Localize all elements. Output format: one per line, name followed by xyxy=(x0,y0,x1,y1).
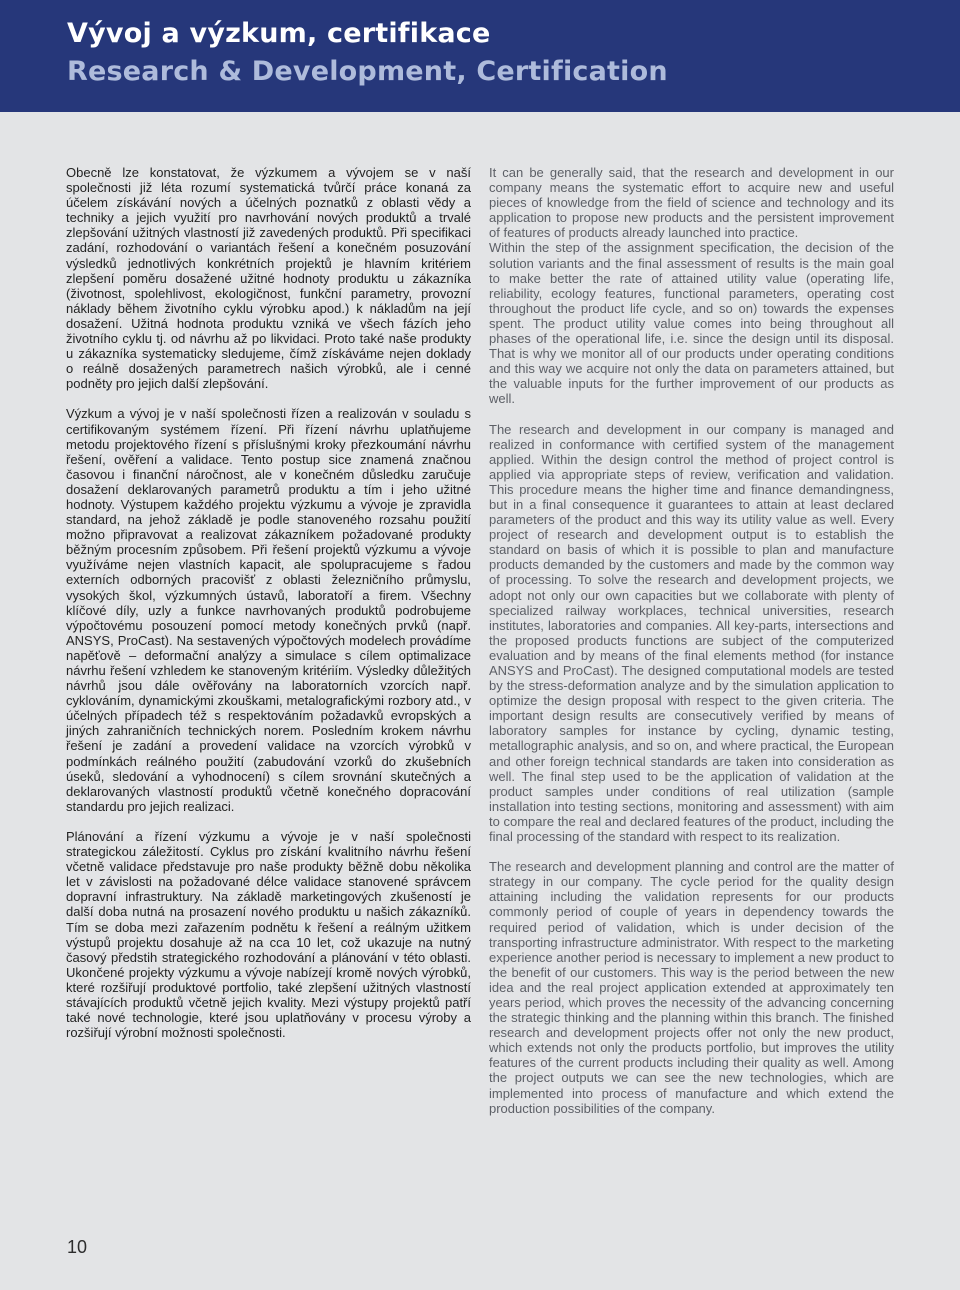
english-text-column xyxy=(489,165,894,1116)
czech-text-column xyxy=(66,165,471,1040)
czech-paragraph: Plánování a řízení výzkumu a vývoje je v naší společnosti strategickou záležitostí. Cyklus pro získání kvalitního návrhu řešení včetně validace představuje pro naše produkty běžně dobu několika let v závislosti na požadované délce validace stanovené správcem dopravní infrastruktury. Na základě marketingových zkušeností je další doba nutná na prosazení nového produktu u našich zákazníků. Tím se doba mezi zařazením podnětu k řešení a reálným užitkem výstupů projektu dosahuje až na cca 10 let, což ukazuje na nutný časový předstih strategického rozhodování a plánování v této oblasti. Ukončené projekty výzkumu a vývoje nabízejí kromě nových výrobků, které rozšiřují produktové portfolio, také zlepšení užitných vlastností stávajících produktů včetně jejich kvality. Mezi výstupy projektů patří také nové technologie, které jsou uplatňovány v procesu výroby a rozšiřují výrobní možnosti společnosti. xyxy=(66,828,471,1041)
page-number: 10 xyxy=(67,1237,88,1257)
page-header xyxy=(0,0,960,112)
english-paragraph: The research and development planning and control are the matter of strategy in our company. The cycle period for the quality design attaining including the validation represents for our products commonly period of couple of years in dependency towards the required period of validation, which is under decision of the transporting infrastructure administrator. With respect to the marketing experience another period is necessary to implement a new product to the benefit of our customers. This way is the period between the new idea and the real project application extended at approximately ten years period, which proves the necessity of the advancing concerning the strategic thinking and the planning within this branch. The finished research and development projects offer not only the new product, which extends not only the products portfolio, but improves the utility features of the current products including their quality as well. Among the project outputs we can see the new technologies, which are implemented into process of manufacture and which extend the production possibilities of the company. xyxy=(489,859,894,1116)
czech-paragraph: Výzkum a vývoj je v naší společnosti řízen a realizován v souladu s certifikovaným systémem řízení. Při řízení návrhu uplatňujeme metodu projektového řízení s příslušnými kroky přezkoumání návrhu řešení, ověření a validace. Tento postup sice znamená značnou časovou i finanční náročnost, ale v konečném důsledku zaručuje dosažení deklarovaných parametrů produktu a tím i jeho užitné hodnoty. Výstupem každého projektu výzkumu a vývoje je zpravidla standard, na jehož základě je podle stanoveného rozsahu použití možno připravovat a realizovat zákazníkem požadované produkty běžným procesním způsobem. Při řešení projektů výzkumu a vývoje využíváme nejen vlastních kapacit, ale spolupracujeme s řadou externích odborných pracovišť z oblasti železničního průmyslu, vysokých škol, výzkumných ústavů, laboratoří a firem. Všechny klíčové díly, uzly a funkce navrhovaných produktů podrobujeme výpočtovému posouzení pomocí metody konečných prvků (např. ANSYS, ProCast). Na sestavených výpočtových modelech provádíme napěťově – deformační analýzy a simulace s cílem optimalizace návrhu řešení vzhledem ke stanoveným kritériím. Výsledky důležitých návrhů jsou dále ověřovány na laboratorních vzorcích např. cyklováním, dynamickými zkouškami, metalografickými rozbory atd., v účelných případech též s respektováním požadavků evropských a jiných zahraničních technických norem. Posledním krokem návrhu řešení je zadání a provedení validace na vzorcích výrobků v podmínkách reálného použití (zabudování vzorků do zkušebních úseků, sledování a vyhodnocení) s cílem srovnání skutečných a deklarovaných vlastností produktů včetně konečného dopracování standardu pro jejich realizaci. xyxy=(66,406,471,814)
page-title-english: Research & Development, Certification xyxy=(67,56,668,87)
english-paragraph: The research and development in our company is managed and realized in conformance with certified system of the management applied. Within the design control the method of project control is applied via appropriate steps of review, verification and validation. This procedure means the higher time and finance demandingness, but in a final consequence it guarantees to attain at least declared parameters of the product and this way its utility value as well. Every project of research and development output is to establish the standard on basis of which it is possible to plan and manufacture products demanded by the customers and made by the common way of processing. To solve the research and development projects, we adopt not only our own capacities but we collaborate with plenty of specialized railway workplaces, technical universities, research institutes, laboratories and companies. All key-parts, intersections and the proposed products functions are subject of the computerized evaluation and by means of the final elements method (for instance ANSYS and ProCast). The designed computational models are tested by the stress-deformation analyze and by the simulation application to optimize the design proposal with respect to the given criteria. The important design results are consecutively verified by means of laboratory samples for instance by cycling, dynamic testing, metallographic analysis, and so on, and where practical, the European and other foreign technical standards are taken into consideration as well. The final step used to be the application of validation at the product samples under conditions of real utilization (sample installation into testing sections, monitoring and assessment) with aim to compare the real and declared features of the product, including the final processing of the standard with respect to its realization. xyxy=(489,421,894,845)
english-paragraph: Within the step of the assignment specification, the decision of the solution variants and the final assessment of results is the main goal to make better the rate of attained utility value (operating life, reliability, ecology features, functional parameters, operating cost throughout the product life cycle, and so on) towards the expenses spent. The product utility value comes into being throughout all phases of the operational life, i.e. since the design until its disposal. That is why we monitor all of our products under operating conditions and this way we acquire not only the data on parameters attained, but the valuable inputs for the further improvement of our products as well. xyxy=(489,240,894,407)
page-title-czech: Vývoj a výzkum, certifikace xyxy=(67,18,491,49)
czech-paragraph: Obecně lze konstatovat, že výzkumem a vývojem se v naší společnosti již léta rozumí systematická tvůrčí práce konaná za účelem získávání nových a účelných poznatků z oblasti vědy a techniky a jejich využití pro navrhování nových produktů a trvalé zlepšování užitných vlastností již zavedených produktů. Při specifikaci zadání, rozhodování o variantách řešení a konečném posuzování výsledků jednotlivých konkrétních projektů je hlavním kritériem zlepšení poměru dosažené užitné hodnoty produktu u zákazníka (životnost, spolehlivost, ekologičnost, funkční parametry, provozní náklady během životního cyklu výrobku apod.) k nákladům na její dosažení. Užitná hodnota produktu vzniká ve všech fázích jeho životního cyklu tj. od návrhu až po likvidaci. Proto také naše produkty u zákazníka systematicky sledujeme, čímž získáváme nejen doklady o reálně dosažených parametrech našich výrobků, ale i cenné podněty pro jejich další zlepšování. xyxy=(66,165,471,392)
english-paragraph: It can be generally said, that the research and development in our company means the systematic effort to acquire new and useful pieces of knowledge from the field of science and technology and its application to propose new products and the persistent improvement of features of products already launched into practice. xyxy=(489,165,894,241)
